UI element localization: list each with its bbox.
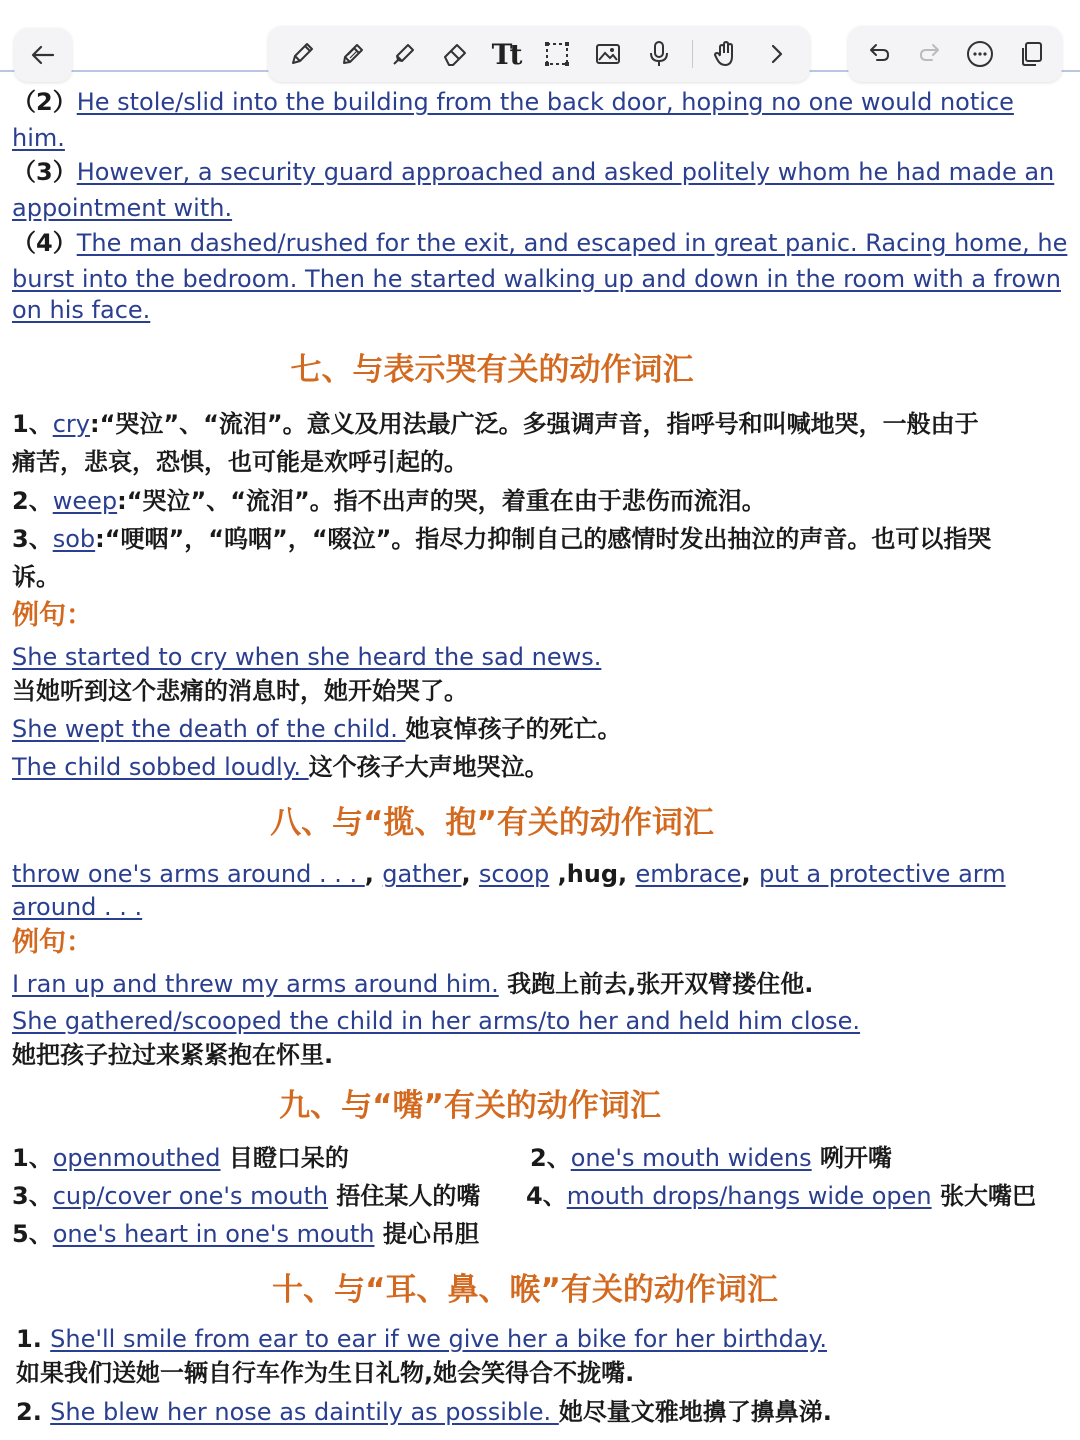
- example-sentence: She started to cry when she heard the sad news.: [12, 643, 602, 671]
- example-translation: 当她听到这个悲痛的消息时，她开始哭了。: [12, 677, 468, 705]
- image-tool-button[interactable]: [590, 36, 626, 72]
- toolbar-separator: [692, 40, 693, 68]
- list-item: him.: [12, 124, 65, 152]
- list-item: appointment with.: [12, 194, 233, 222]
- microphone-tool-button[interactable]: [641, 36, 677, 72]
- more-icon: [965, 39, 995, 69]
- undo-icon: [864, 39, 894, 69]
- example-sentence: 2. She blew her nose as daintily as possible. 她尽量文雅地擤了擤鼻涕.: [16, 1398, 832, 1426]
- list-item: 3、sob:“哽咽”，“呜咽”，“啜泣”。指尽力抑制自己的感情时发出抽泣的声音。也可以指哭: [12, 525, 992, 553]
- example-sentence: She wept the death of the child. 她哀悼孩子的死亡。: [12, 715, 622, 743]
- undo-button[interactable]: [861, 36, 897, 72]
- example-sentence: She gathered/scooped the child in her arms/to her and held him close.: [12, 1007, 861, 1035]
- back-button[interactable]: [14, 28, 72, 82]
- text-icon: Tt: [491, 37, 520, 71]
- example-label: 例句：: [12, 927, 93, 958]
- list-item: （3）However, a security guard approached and asked politely whom he had made an: [12, 158, 1055, 186]
- chevron-right-icon: [762, 39, 792, 69]
- pencil-icon: [338, 39, 368, 69]
- example-translation: 如果我们送她一辆自行车作为生日礼物,她会笑得合不拢嘴.: [16, 1359, 635, 1387]
- section-heading: 七、与表示哭有关的动作词汇: [290, 352, 694, 388]
- pen-tool-button[interactable]: [284, 36, 320, 72]
- pages-button[interactable]: [1013, 36, 1049, 72]
- vocab-list: throw one's arms around . . . , gather, scoop ,hug, embrace, put a protective arm: [12, 860, 1006, 888]
- eraser-icon: [440, 39, 470, 69]
- example-sentence: 1. She'll smile from ear to ear if we give her a bike for her birthday.: [16, 1325, 827, 1353]
- highlighter-icon: [389, 39, 419, 69]
- hand-icon: [711, 39, 741, 69]
- example-sentence: I ran up and threw my arms around him. 我跑上前去,张开双臂搂住他.: [12, 970, 814, 998]
- list-item: 2、one's mouth widens 咧开嘴: [530, 1144, 892, 1172]
- hand-tool-button[interactable]: [708, 36, 744, 72]
- microphone-icon: [644, 39, 674, 69]
- list-item: 2、weep:“哭泣”、“流泪”。指不出声的哭，着重在由于悲伤而流泪。: [12, 487, 766, 515]
- list-item: 1、cry:“哭泣”、“流泪”。意义及用法最广泛。多强调声音，指呼号和叫喊地哭，一般由于: [12, 410, 979, 438]
- section-heading: 九、与“嘴”有关的动作词汇: [279, 1088, 661, 1124]
- list-item: burst into the bedroom. Then he started walking up and down in the room with a frown: [12, 265, 1061, 293]
- more-tools-button[interactable]: [759, 36, 795, 72]
- list-item: 4、mouth drops/hangs wide open 张大嘴巴: [526, 1182, 1036, 1210]
- text-tool-button[interactable]: [488, 36, 524, 72]
- pen-icon: [287, 39, 317, 69]
- vocab-list: around . . .: [12, 893, 143, 921]
- example-label: 例句：: [12, 600, 93, 631]
- drawing-toolbar: [268, 26, 810, 82]
- example-translation: 她把孩子拉过来紧紧抱在怀里.: [12, 1041, 334, 1069]
- highlighter-tool-button[interactable]: [386, 36, 422, 72]
- list-item: 1、openmouthed 目瞪口呆的: [12, 1144, 349, 1172]
- eraser-tool-button[interactable]: [437, 36, 473, 72]
- list-item: 诉。: [12, 563, 60, 591]
- lasso-tool-button[interactable]: [539, 36, 575, 72]
- list-item: 3、cup/cover one's mouth 捂住某人的嘴: [12, 1182, 481, 1210]
- list-item: 痛苦，悲哀，恐惧，也可能是欢呼引起的。: [12, 448, 468, 476]
- list-item: （4）The man dashed/rushed for the exit, and escaped in great panic. Racing home, he: [12, 229, 1068, 257]
- example-sentence: The child sobbed loudly. 这个孩子大声地哭泣。: [12, 753, 549, 781]
- pencil-tool-button[interactable]: [335, 36, 371, 72]
- image-icon: [593, 39, 623, 69]
- section-heading: 十、与“耳、鼻、喉”有关的动作词汇: [272, 1272, 778, 1308]
- lasso-icon: [542, 39, 572, 69]
- redo-button[interactable]: [912, 36, 948, 72]
- list-item: on his face.: [12, 296, 151, 324]
- list-item: 5、one's heart in one's mouth 提心吊胆: [12, 1220, 479, 1248]
- more-button[interactable]: [962, 36, 998, 72]
- pages-icon: [1016, 39, 1046, 69]
- section-heading: 八、与“揽、抱”有关的动作词汇: [270, 805, 714, 841]
- document-actions: [848, 26, 1062, 82]
- redo-icon: [915, 39, 945, 69]
- arrow-left-icon: [29, 41, 57, 69]
- list-item: （2）He stole/slid into the building from the back door, hoping no one would notice: [12, 88, 1014, 116]
